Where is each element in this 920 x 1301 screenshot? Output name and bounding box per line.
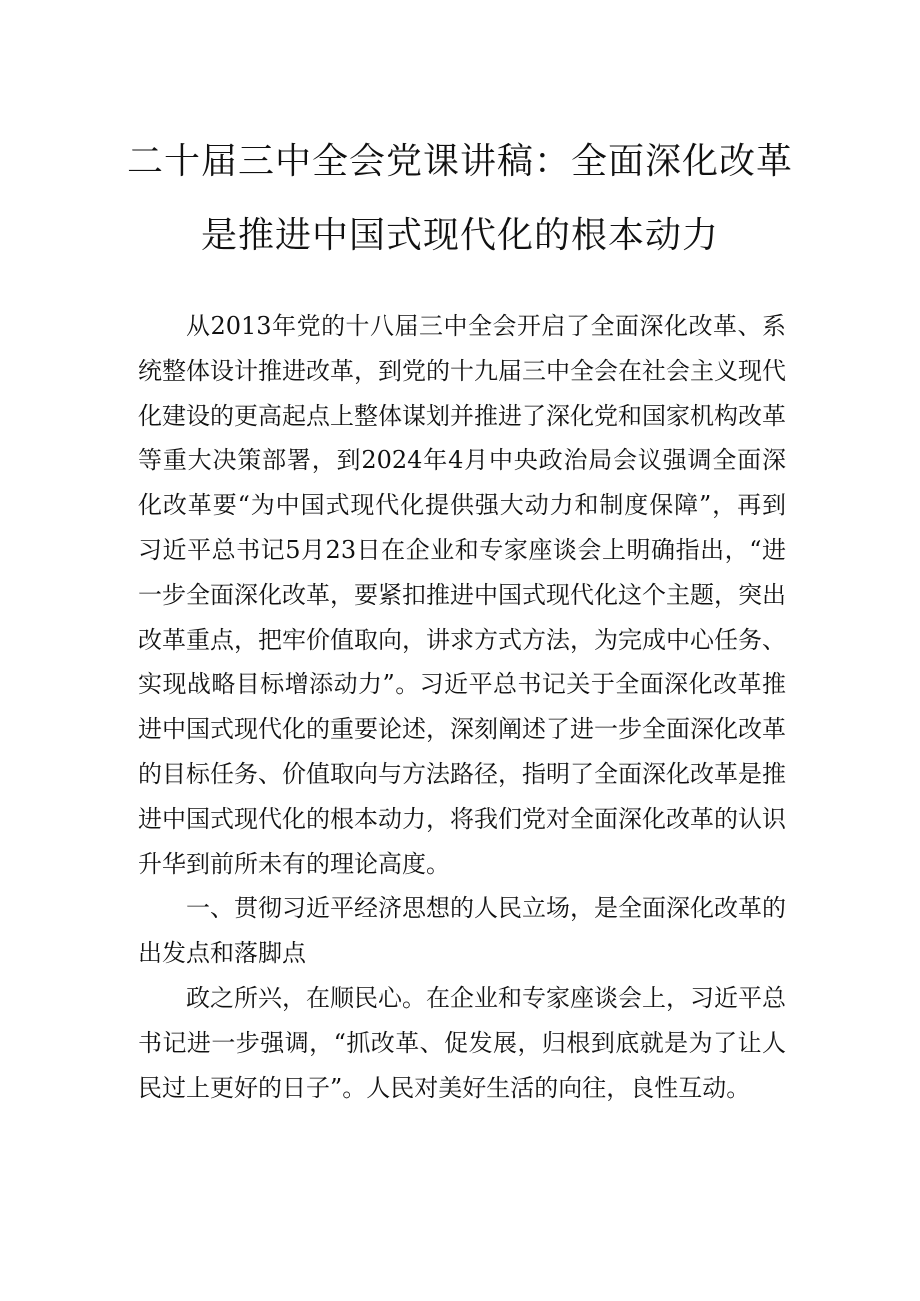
paragraph-section-1: 政之所兴，在顺民心。在企业和专家座谈会上，习近平总书记进一步强调，“抓改革、促发展，归根到底就是为了让人民过上更好的日子”。人民对美好生活的向往，良性互动。 <box>138 983 786 1102</box>
document-title-line-2: 是推进中国式现代化的根本动力 <box>200 215 719 256</box>
paragraph-intro: 从2013年党的十八届三中全会开启了全面深化改革、系统整体设计推进改革，到党的十九届三中全会在社会主义现代化建设的更高起点上整体谋划并推进了深化党和国家机构改革等重大决策部署，到2024年4月中央政治局会议强调全面深化改革要“为中国式现代化提供强大动力和制度保障”，再到习近平总书记5月23日在企业和专家座谈会上明确指出，“进一步全面深化改革，要紧扣推进中国式现代化这个主题，突出改革重点，把牢价值取向，讲求方式方法，为完成中心任务、实现战略目标增添动力”。习近平总书记关于全面深化改革推进中国式现代化的重要论述，深刻阐述了进一步全面深化改革的目标任务、价值取向与方法路径，指明了全面深化改革是推进中国式现代化的根本动力，将我们党对全面深化改革的认识升华到前所未有的理论高度。 <box>138 312 786 878</box>
document-title-line-1: 二十届三中全会党课讲稿：全面深化改革 <box>126 141 793 182</box>
document-body <box>138 304 786 1110</box>
section-heading-1: 一、贯彻习近平经济思想的人民立场，是全面深化改革的出发点和落脚点 <box>138 894 786 968</box>
